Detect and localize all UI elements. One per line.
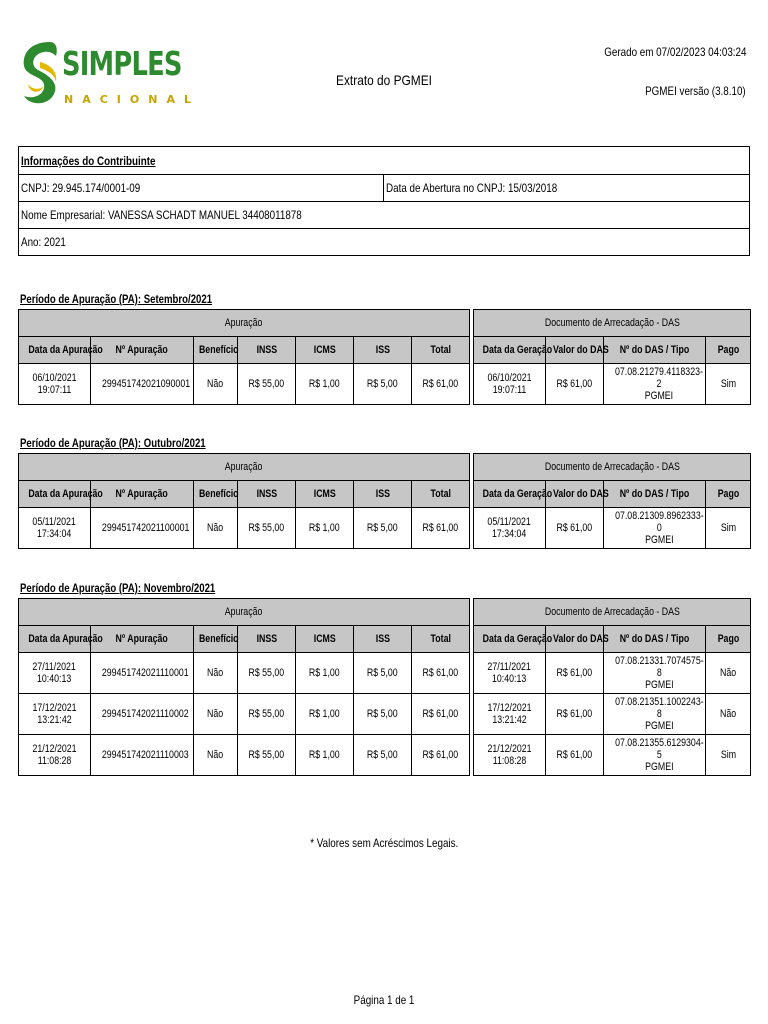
cell-value: 06/10/2021 19:07:11 [32, 372, 77, 396]
table-cell [296, 653, 354, 694]
ano-row [19, 228, 749, 255]
apuracao-table [18, 309, 751, 405]
column-header-label: Valor do DAS [553, 633, 609, 645]
column-header [474, 481, 553, 508]
table-cell [296, 508, 354, 549]
abertura-cell [384, 175, 595, 201]
column-header-label: Nº Apuração [115, 344, 169, 356]
column-header [296, 626, 354, 653]
column-header [412, 337, 470, 364]
contribuinte-heading-row [19, 147, 749, 174]
table-cell [296, 364, 354, 405]
cell-value: 21/12/2021 11:08:28 [32, 743, 77, 767]
column-header [194, 337, 238, 364]
cnpj-cell [19, 175, 384, 201]
cell-value: R$ 55,00 [248, 708, 285, 720]
group-apuracao-header [19, 310, 470, 337]
cell-value: R$ 5,00 [367, 749, 398, 761]
column-header [194, 626, 238, 653]
column-header [546, 337, 609, 364]
column-header-label: Pago [717, 488, 739, 500]
column-header-label: ICMS [313, 488, 336, 500]
logo-subtitle: NACIONAL [64, 93, 200, 106]
table-cell [91, 653, 194, 694]
table-column-header [19, 481, 751, 508]
table-row [19, 694, 751, 735]
group-das-header [474, 454, 751, 481]
cell-value: 07.08.21351.1002243-8 PGMEI [615, 696, 704, 732]
column-header-label: Data da Apuração [28, 633, 103, 645]
column-header [194, 481, 238, 508]
table-cell [474, 735, 546, 776]
cell-value: Sim [720, 522, 736, 534]
column-header [604, 337, 706, 364]
cnpj-value: CNPJ: 29.945.174/0001-09 [21, 181, 141, 195]
cell-value: R$ 61,00 [422, 522, 459, 534]
apuracao-table [18, 598, 751, 776]
cell-value: R$ 61,00 [556, 708, 593, 720]
logo-wordmark: SIMPLES [62, 44, 182, 83]
column-header-label: Data da Apuração [28, 344, 103, 356]
cell-value: 07.08.21309.8962333-0 PGMEI [615, 510, 704, 546]
ano-value: Ano: 2021 [21, 235, 66, 249]
column-header-label: Data da Geração [482, 344, 553, 356]
table-cell [194, 653, 238, 694]
cell-value: R$ 1,00 [309, 749, 340, 761]
table-cell [91, 508, 194, 549]
column-header-label: ICMS [313, 633, 336, 645]
table-cell [19, 364, 91, 405]
cell-value: R$ 61,00 [556, 378, 593, 390]
document-title: Extrato do PGMEI [336, 72, 432, 88]
cell-value: 299451742021110002 [101, 708, 189, 720]
table-cell [604, 653, 706, 694]
group-das-label: Documento de Arrecadação - DAS [544, 606, 680, 618]
column-header-label: Benefício [198, 488, 239, 500]
generated-timestamp: Gerado em 07/02/2023 04:03:24 [603, 45, 746, 59]
table-cell [296, 735, 354, 776]
group-apuracao-label: Apuração [225, 606, 263, 618]
contribuinte-heading-cell [19, 147, 185, 174]
table-cell [19, 694, 91, 735]
table-cell [238, 694, 296, 735]
column-header [354, 337, 412, 364]
column-header [19, 626, 103, 653]
column-header [238, 481, 296, 508]
table-cell [546, 653, 604, 694]
column-header-label: Nº do DAS / Tipo [619, 633, 690, 645]
cell-value: R$ 5,00 [367, 667, 398, 679]
contribuinte-info-box [18, 146, 750, 256]
table-cell [412, 653, 470, 694]
column-header-label: Pago [717, 633, 739, 645]
cell-value: R$ 5,00 [367, 708, 398, 720]
table-cell [474, 508, 546, 549]
column-header-label: Valor do DAS [553, 488, 609, 500]
table-cell [546, 364, 604, 405]
table-cell [19, 653, 91, 694]
column-header [706, 481, 751, 508]
column-header [474, 337, 553, 364]
column-header [354, 626, 412, 653]
cell-value: R$ 1,00 [309, 378, 340, 390]
cell-value: 07.08.21279.4118323-2 PGMEI [615, 366, 703, 402]
table-cell [354, 653, 412, 694]
cell-value: Sim [720, 749, 736, 761]
group-apuracao-label: Apuração [225, 461, 263, 473]
column-header [19, 481, 103, 508]
column-header-label: INSS [256, 344, 277, 356]
cell-value: R$ 61,00 [422, 749, 459, 761]
page-number-text: Página 1 de 1 [353, 993, 415, 1007]
column-header-label: Data da Geração [482, 633, 553, 645]
column-header [412, 626, 470, 653]
cell-value: R$ 61,00 [422, 708, 459, 720]
column-header [474, 626, 553, 653]
table-cell [706, 653, 751, 694]
column-header [706, 626, 751, 653]
apuracao-table [18, 453, 751, 549]
column-header-label: ISS [375, 633, 390, 645]
column-header-label: Pago [717, 344, 739, 356]
column-header [546, 626, 609, 653]
column-header [354, 481, 412, 508]
cell-value: 07.08.21355.6129304-5 PGMEI [615, 737, 704, 773]
cell-value: R$ 61,00 [556, 749, 593, 761]
table-cell [354, 364, 412, 405]
column-header [706, 337, 751, 364]
cell-value: 05/11/2021 17:34:04 [32, 516, 77, 540]
nome-row [19, 201, 749, 228]
group-apuracao-header [19, 599, 470, 626]
period-title: Período de Apuração (PA): Setembro/2021 [20, 292, 213, 306]
table-row [19, 653, 751, 694]
cell-value: Não [720, 708, 737, 720]
table-row [19, 364, 751, 405]
table-row [19, 735, 751, 776]
table-cell [194, 694, 238, 735]
ano-cell [19, 229, 76, 255]
cell-value: R$ 5,00 [367, 522, 398, 534]
table-cell [354, 694, 412, 735]
table-group-header [19, 599, 751, 626]
table-cell [194, 364, 238, 405]
group-das-label: Documento de Arrecadação - DAS [544, 317, 680, 329]
table-cell [706, 364, 751, 405]
cell-value: 299451742021100001 [101, 522, 190, 534]
table-cell [91, 364, 194, 405]
group-das-label: Documento de Arrecadação - DAS [544, 461, 680, 473]
table-cell [238, 735, 296, 776]
table-cell [194, 735, 238, 776]
column-header-label: INSS [256, 633, 277, 645]
table-group-header [19, 454, 751, 481]
column-header-label: Total [430, 344, 451, 356]
column-header-label: Nº Apuração [115, 488, 169, 500]
table-cell [546, 508, 604, 549]
cell-value: 27/11/2021 10:40:13 [32, 661, 77, 685]
column-header [296, 337, 354, 364]
column-header-label: INSS [256, 488, 277, 500]
table-cell [706, 508, 751, 549]
contribuinte-heading: Informações do Contribuinte [21, 153, 156, 168]
cell-value: R$ 55,00 [248, 378, 285, 390]
cell-value: 06/10/2021 19:07:11 [487, 372, 532, 396]
column-header [604, 481, 706, 508]
table-cell [91, 694, 194, 735]
table-group-header [19, 310, 751, 337]
column-header-label: Total [430, 488, 451, 500]
cell-value: Não [720, 667, 737, 679]
cell-value: R$ 61,00 [422, 378, 459, 390]
column-header-label: ISS [375, 488, 390, 500]
cell-value: Não [207, 378, 224, 390]
table-cell [296, 694, 354, 735]
cell-value: 17/12/2021 13:21:42 [487, 702, 532, 726]
column-header [238, 337, 296, 364]
table-cell [238, 508, 296, 549]
column-header-label: Nº do DAS / Tipo [619, 488, 690, 500]
table-cell [412, 694, 470, 735]
abertura-value: Data de Abertura no CNPJ: 15/03/2018 [386, 181, 558, 195]
column-header-label: Benefício [198, 344, 239, 356]
table-column-header [19, 337, 751, 364]
table-cell [412, 735, 470, 776]
period-title: Período de Apuração (PA): Outubro/2021 [20, 436, 206, 450]
cell-value: 05/11/2021 17:34:04 [487, 516, 532, 540]
cell-value: Sim [720, 378, 736, 390]
column-header [604, 626, 706, 653]
table-cell [604, 735, 706, 776]
table-cell [19, 735, 91, 776]
cell-value: 299451742021110001 [101, 667, 189, 679]
table-cell [91, 735, 194, 776]
table-cell [604, 694, 706, 735]
column-header-label: Valor do DAS [553, 344, 609, 356]
column-header [91, 337, 194, 364]
period-title: Período de Apuração (PA): Novembro/2021 [20, 581, 216, 595]
column-header-label: Data da Apuração [28, 488, 103, 500]
cell-value: Não [207, 667, 224, 679]
cnpj-row [19, 174, 749, 201]
nome-cell [19, 202, 363, 228]
table-cell [354, 735, 412, 776]
cell-value: R$ 61,00 [556, 522, 593, 534]
column-header-label: Nº Apuração [115, 633, 169, 645]
column-header [546, 481, 609, 508]
table-cell [238, 364, 296, 405]
cell-value: R$ 1,00 [309, 667, 340, 679]
cell-value: R$ 1,00 [309, 522, 340, 534]
table-cell [412, 364, 470, 405]
nome-empresarial: Nome Empresarial: VANESSA SCHADT MANUEL 34408011878 [21, 208, 302, 222]
column-header [19, 337, 103, 364]
simples-s-icon [18, 38, 64, 108]
group-apuracao-label: Apuração [225, 317, 263, 329]
table-cell [194, 508, 238, 549]
cell-value: 27/11/2021 10:40:13 [487, 661, 532, 685]
cell-value: R$ 55,00 [248, 749, 285, 761]
column-header [91, 481, 194, 508]
footnote [0, 836, 768, 850]
table-cell [604, 508, 706, 549]
cell-value: R$ 55,00 [248, 667, 285, 679]
simples-nacional-logo [18, 38, 200, 116]
table-cell [19, 508, 91, 549]
column-header [91, 626, 194, 653]
table-cell [706, 694, 751, 735]
cell-value: 299451742021090001 [102, 378, 191, 390]
cell-value: 17/12/2021 13:21:42 [32, 702, 77, 726]
column-header-label: Data da Geração [482, 488, 553, 500]
cell-value: Não [207, 522, 224, 534]
cell-value: R$ 61,00 [422, 667, 459, 679]
cell-value: R$ 55,00 [248, 522, 285, 534]
table-cell [412, 508, 470, 549]
pgmei-version: PGMEI versão (3.8.10) [645, 84, 746, 98]
column-header-label: ICMS [313, 344, 336, 356]
cell-value: R$ 61,00 [556, 667, 593, 679]
table-cell [604, 364, 706, 405]
column-header-label: Benefício [198, 633, 239, 645]
cell-value: Não [207, 749, 224, 761]
group-apuracao-header [19, 454, 470, 481]
column-header [412, 481, 470, 508]
cell-value: R$ 1,00 [309, 708, 340, 720]
table-row [19, 508, 751, 549]
footnote-text: * Valores sem Acréscimos Legais. [309, 836, 459, 850]
group-das-header [474, 310, 751, 337]
table-column-header [19, 626, 751, 653]
column-header [238, 626, 296, 653]
table-cell [706, 735, 751, 776]
page-number [0, 993, 768, 1007]
table-cell [546, 694, 604, 735]
column-header-label: Total [430, 633, 451, 645]
cell-value: Não [207, 708, 224, 720]
group-das-header [474, 599, 751, 626]
table-cell [474, 694, 546, 735]
cell-value: 21/12/2021 11:08:28 [487, 743, 532, 767]
table-cell [238, 653, 296, 694]
cell-value: 299451742021110003 [101, 749, 189, 761]
table-cell [474, 364, 546, 405]
column-header-label: Nº do DAS / Tipo [619, 344, 690, 356]
column-header [296, 481, 354, 508]
column-header-label: ISS [375, 344, 390, 356]
table-cell [474, 653, 546, 694]
table-cell [546, 735, 604, 776]
cell-value: 07.08.21331.7074575-8 PGMEI [615, 655, 704, 691]
table-cell [354, 508, 412, 549]
cell-value: R$ 5,00 [367, 378, 398, 390]
